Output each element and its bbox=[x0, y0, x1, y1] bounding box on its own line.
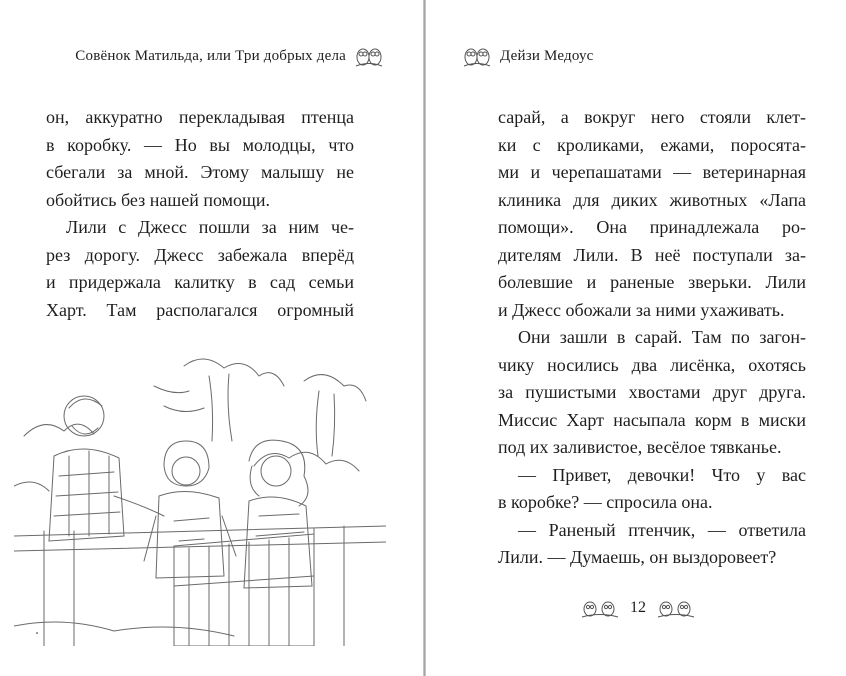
text-line: Лили. — Думаешь, он выздоровеет? bbox=[498, 547, 777, 567]
text-line: ми и черепашатами — ветеринарная bbox=[498, 162, 806, 182]
right-running-head-title: Дейзи Медоус bbox=[500, 47, 594, 64]
text-line: за пушистыми хвостами друг друга. bbox=[498, 382, 806, 402]
pencil-sketch-illustration bbox=[14, 346, 386, 646]
text-line: Миссис Харт насыпала корм в миски bbox=[498, 409, 806, 430]
text-line: сбегали за мной. Этому малышу не bbox=[46, 162, 354, 182]
text-line: в коробке? — спросила она. bbox=[498, 492, 713, 512]
owls-ornament-icon bbox=[580, 598, 620, 618]
text-line: сарай, а вокруг него стояли клет- bbox=[498, 107, 806, 127]
text-line: ки с кроликами, ежами, поросята- bbox=[498, 134, 806, 155]
right-running-head bbox=[462, 44, 594, 68]
text-line: он, аккуратно перекладывая птенца bbox=[46, 107, 354, 127]
text-line: дителям Лили. В неё поступали за- bbox=[498, 244, 806, 265]
text-line: болевшие и раненые зверьки. Лили bbox=[498, 272, 806, 292]
text-line: Харт. Там располагался огромный bbox=[46, 299, 354, 320]
text-line: чику носились два лисёнка, охотясь bbox=[498, 354, 806, 375]
owl-ornament-icon bbox=[462, 44, 492, 68]
text-line: — Раненый птенчик, — ответила bbox=[518, 519, 806, 540]
text-line: Они зашли в сарай. Там по загон- bbox=[518, 327, 806, 347]
text-line: рез дорогу. Джесс забежала вперёд bbox=[46, 244, 354, 265]
text-line: помощи». Она принадлежала ро- bbox=[498, 217, 806, 237]
page-mark bbox=[36, 632, 38, 634]
folio bbox=[580, 598, 696, 618]
left-body-text bbox=[46, 104, 354, 324]
text-line: и придержала калитку в сад семьи bbox=[46, 272, 354, 292]
text-line: в коробку. — Но вы молодцы, что bbox=[46, 134, 354, 155]
text-line: — Привет, девочки! Что у вас bbox=[518, 464, 806, 485]
text-line: Лили с Джесс пошли за ним че- bbox=[66, 217, 354, 237]
owl-ornament-icon bbox=[354, 44, 384, 68]
left-running-head-title: Совёнок Матильда, или Три добрых дела bbox=[75, 47, 346, 64]
text-line: под их заливистое, весёлое тявканье. bbox=[498, 437, 782, 457]
page-number: 12 bbox=[630, 599, 646, 616]
text-line: клиника для диких животных «Лапа bbox=[498, 189, 806, 210]
right-body-text bbox=[498, 104, 806, 572]
text-line: и Джесс обожали за ними ухаживать. bbox=[498, 299, 785, 320]
owls-ornament-icon bbox=[656, 598, 696, 618]
left-running-head bbox=[75, 44, 384, 68]
text-line: обойтись без нашей помощи. bbox=[46, 189, 271, 210]
